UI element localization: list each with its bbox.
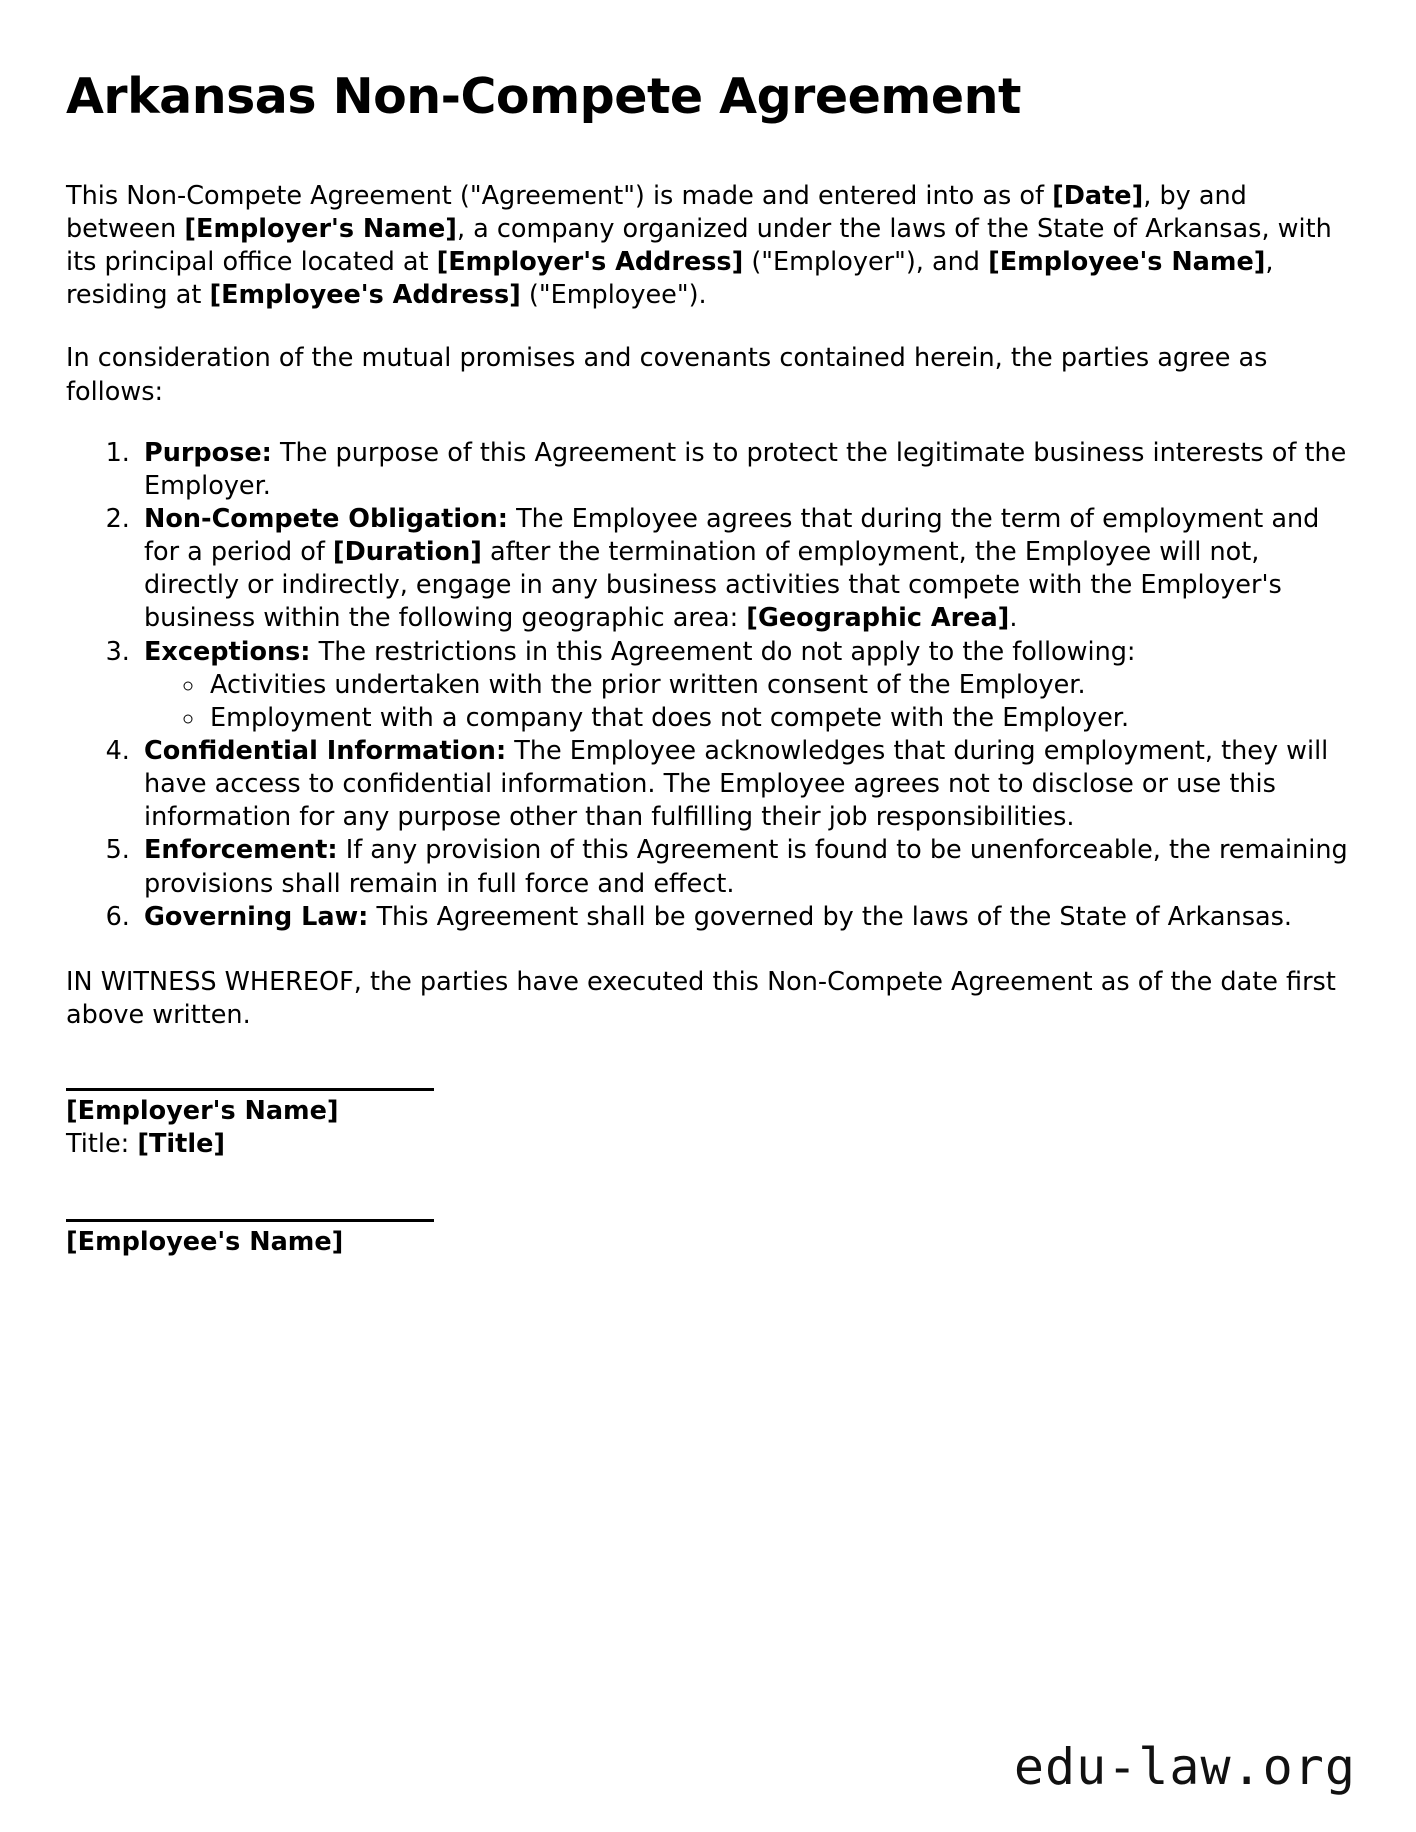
exceptions-sub-list [144, 669, 1350, 735]
site-watermark: edu-law.org [1013, 1738, 1356, 1796]
clause-heading: Confidential Information: [144, 736, 507, 766]
intro-text-seg6: ("Employee"). [520, 280, 707, 311]
clause-heading: Purpose: [144, 437, 272, 468]
signature-spacer [66, 1161, 1350, 1219]
date-placeholder-field: [Date] [1052, 180, 1144, 211]
employee-name-placeholder-field: [Employee's Name] [988, 247, 1266, 278]
witness-paragraph: IN WITNESS WHEREOF, the parties have executed this Non-Compete Agreement as of the date first above written. [66, 966, 1336, 1030]
geographic-area-placeholder-field: [Geographic Area] [746, 603, 1010, 634]
employer-title-row [66, 1128, 1350, 1161]
clause-body: The Employee acknowledges that during employment, they will have access to confidential information. The Employee agrees not to disclose or use this information for any purpose other than fulfilling their job responsibilities. [144, 736, 1329, 833]
clause-item-confidential-information [138, 735, 1350, 834]
page-title: Arkansas Non-Compete Agreement [66, 68, 1021, 125]
employee-name-signature-field: [Employee's Name] [66, 1227, 344, 1258]
employee-signature-line [66, 1219, 434, 1222]
intro-text-seg5: , residing at [66, 247, 1274, 311]
list-item: ◦ Activities undertaken with the prior written consent of the Employer. [206, 669, 1350, 702]
clause-item-purpose [138, 437, 1350, 503]
employer-address-placeholder-field: [Employer's Address] [436, 247, 744, 278]
intro-text-seg4: ("Employer"), and [743, 247, 989, 278]
clause-body-part-a: The Employee agrees that during the term of employment and for a period of [144, 504, 1320, 568]
intro-text-seg2: , by and between [66, 180, 1247, 245]
clause-body: The purpose of this Agreement is to protect the legitimate business interests of the Employer. [144, 437, 1347, 501]
duration-placeholder-field: [Duration] [332, 537, 482, 568]
clause-item-governing-law [138, 901, 1350, 934]
intro-paragraph [66, 180, 1350, 313]
title-label: Title: [66, 1129, 138, 1160]
clause-heading: Exceptions: [144, 636, 311, 667]
employer-name-signature-field: [Employer's Name] [66, 1096, 339, 1127]
intro-text-seg3: , a company organized under the laws of the State of Arkansas, with its principal office located at [66, 214, 1332, 278]
employer-name-placeholder-field: [Employer's Name] [184, 214, 457, 245]
title-placeholder-field: [Title] [137, 1129, 226, 1160]
clause-body: If any provision of this Agreement is found to be unenforceable, the remaining provisions shall remain in full force and effect. [144, 835, 1348, 899]
clause-body: This Agreement shall be governed by the laws of the State of Arkansas. [368, 901, 1293, 932]
clause-heading: Enforcement: [144, 835, 338, 866]
employer-signature-block [66, 1088, 1350, 1161]
employee-address-placeholder-field: [Employee's Address] [209, 280, 521, 311]
clause-item-enforcement [138, 834, 1350, 900]
clause-heading: Non-Compete Obligation: [144, 504, 508, 535]
clause-item-non-compete-obligation [138, 503, 1350, 636]
clause-body-part-c: . [1009, 603, 1018, 634]
employer-signature-line [66, 1088, 434, 1091]
clause-list [66, 437, 1350, 934]
intro-text-seg1: This Non-Compete Agreement ("Agreement") is made and entered into as of [66, 180, 1053, 211]
list-item: ◦ Employment with a company that does not compete with the Employer. [206, 702, 1350, 735]
clause-item-exceptions [138, 636, 1350, 735]
clause-body-part-b: after the termination of employment, the Employee will not, directly or indirectly, engage in any business activities that compete with the Employer's business within the following geographic area: [144, 537, 1282, 634]
clause-heading: Governing Law: [144, 901, 369, 932]
employee-signature-block [66, 1219, 1350, 1259]
consideration-paragraph: In consideration of the mutual promises and covenants contained herein, the parties agree as follows: [66, 343, 1268, 407]
clause-body: The restrictions in this Agreement do not apply to the following: [310, 636, 1136, 667]
